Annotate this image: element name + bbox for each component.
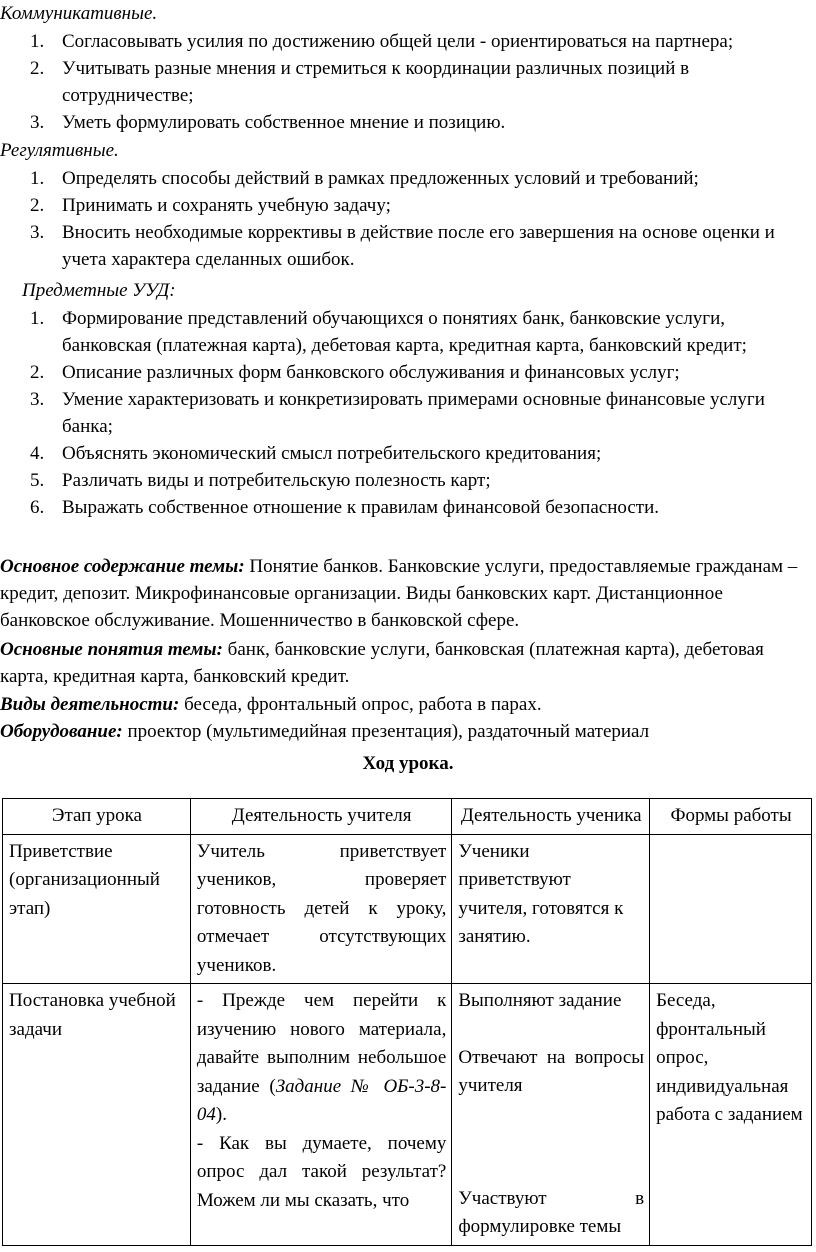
list-item: 1. Определять способы действий в рамках предложенных условий и требований; (30, 168, 699, 189)
header-forms: Формы работы (650, 799, 812, 835)
row1-forms (650, 834, 812, 984)
equipment-paragraph (0, 718, 808, 745)
header-stage: Этап урока (3, 799, 191, 835)
activities-label: Виды деятельности: (0, 694, 180, 715)
list-item: 3. Умение характеризовать и конкретизировать примерами основные финансовые услуги банка; (30, 389, 765, 437)
row2-forms: Беседа, фронтальный опрос, индивидуальная работа с заданием (650, 984, 812, 1246)
list-item: 3. Уметь формулировать собственное мнение и позицию. (30, 112, 506, 133)
row2-student-participate: Участвуют в формулировке темы (458, 1187, 645, 1237)
header-teacher: Деятельность учителя (190, 799, 451, 835)
row2-teacher-task: - Прежде чем перейти к изучению нового материала, давайте выполним небольшое задание (Задание № ОБ-3-8-04). (196, 990, 447, 1125)
table-row (3, 834, 812, 984)
list-item: 1. Согласовывать усилия по достижению общей цели - ориентироваться на партнера; (30, 31, 734, 52)
activities-text: беседа, фронтальный опрос, работа в парах. (179, 694, 542, 715)
main-content-text: Понятие банков. Банковские услуги, предоставляемые гражданам – кредит, депозит. Микрофинансовые организации. Виды банковских карт. Дистанционное банковское обслуживание. Мошенничество в банковской сфере. (0, 556, 798, 631)
row1-student: Ученики приветствуют учителя, готовятся к занятию. (452, 834, 650, 984)
key-concepts-text: банк, банковские услуги, банковская (платежная карта), дебетовая карта, кредитная карта, банковский кредит. (0, 639, 764, 687)
key-concepts-label: Основные понятия темы: (0, 639, 223, 660)
lesson-title: Ход урока. (362, 753, 454, 774)
communicative-heading: Коммуникативные. (0, 3, 158, 24)
task-reference: Задание № ОБ-3-8-04 (196, 1075, 447, 1125)
list-item: 1. Формирование представлений обучающихся о понятиях банк, банковские услуги, банковская (платежная карта), дебетовая карта, кредитная карта, банковский кредит; (30, 308, 747, 356)
equipment-label: Оборудование: (0, 721, 123, 742)
regulative-list (0, 165, 800, 273)
main-content-paragraph (0, 553, 808, 634)
row1-teacher: Учитель приветствует учеников, проверяет готовность детей к уроку, отмечает отсутствующих учеников. (190, 834, 451, 984)
list-item: 6. Выражать собственное отношение к правилам финансовой безопасности. (30, 497, 659, 518)
list-item: 3. Вносить необходимые коррективы в действие после его завершения на основе оценки и учета характера сделанных ошибок. (30, 222, 775, 270)
table-header-row (3, 799, 812, 835)
regulative-heading: Регулятивные. (0, 140, 119, 161)
list-item: 2. Описание различных форм банковского обслуживания и финансовых услуг; (30, 362, 680, 383)
list-item: 5. Различать виды и потребительскую полезность карт; (30, 470, 491, 491)
list-item: 2. Принимать и сохранять учебную задачу; (30, 195, 391, 216)
key-concepts-paragraph (0, 636, 808, 690)
list-item: 4. Объяснять экономический смысл потребительского кредитования; (30, 443, 602, 464)
row2-student-answer: Отвечают на вопросы учителя (458, 1046, 645, 1096)
subject-list (0, 305, 800, 521)
equipment-text: проектор (мультимедийная презентация), раздаточный материал (122, 721, 650, 742)
table-row (3, 984, 812, 1246)
row2-student (452, 984, 650, 1246)
main-content-label: Основное содержание темы: (0, 556, 245, 577)
communicative-list (0, 28, 800, 136)
header-student: Деятельность ученика (452, 799, 650, 835)
row2-teacher (190, 984, 451, 1246)
activities-paragraph (0, 691, 808, 718)
lesson-table (2, 798, 812, 1246)
row2-stage: Постановка учебной задачи (3, 984, 191, 1246)
list-item: 2. Учитывать разные мнения и стремиться к координации различных позиций в сотрудничестве; (30, 58, 690, 106)
row2-teacher-question: - Как вы думаете, почему опрос дал такой результат? Можем ли мы сказать, что (196, 1132, 447, 1211)
row1-stage: Приветствие (организационный этап) (3, 834, 191, 984)
subject-heading: Предметные УУД: (22, 280, 176, 301)
row2-student-task: Выполняют задание (458, 990, 622, 1011)
